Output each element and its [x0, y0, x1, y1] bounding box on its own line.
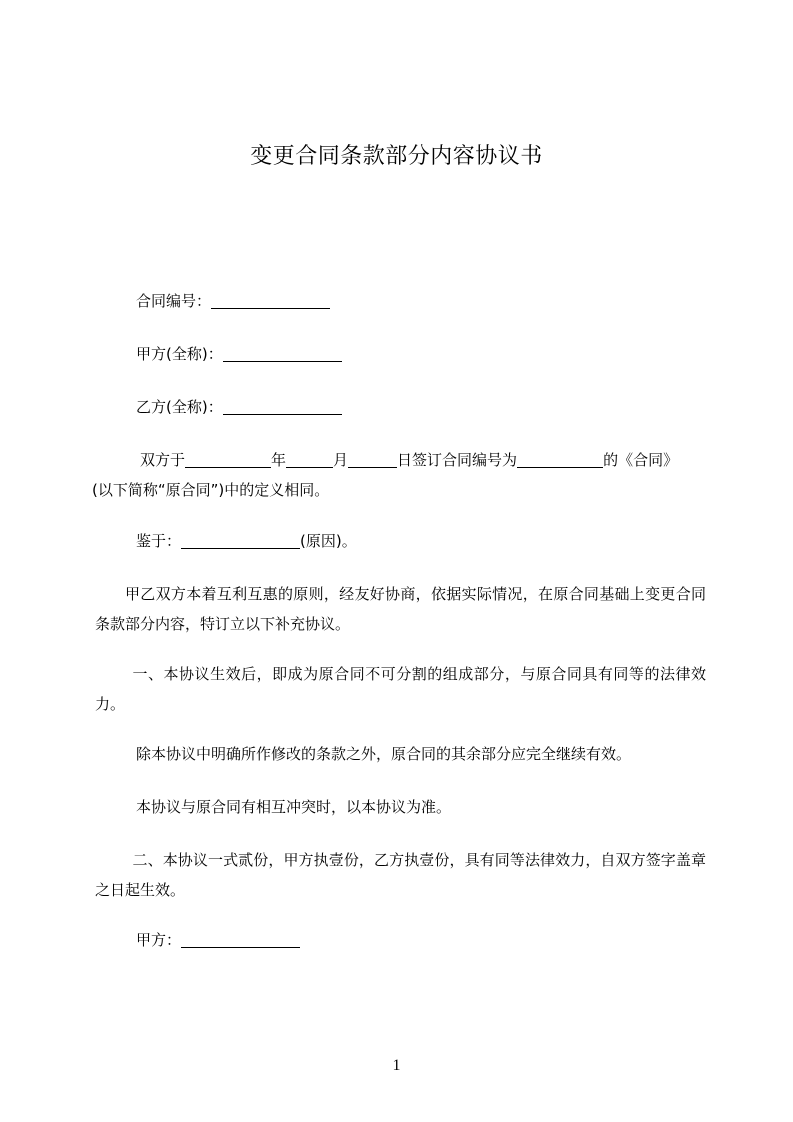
clause-one-precedence: 本协议与原合同有相互冲突时，以本协议为准。 [136, 798, 452, 816]
page-number: 1 [392, 1057, 401, 1074]
signing-year-blank[interactable] [185, 451, 271, 468]
whereas-line [136, 526, 357, 556]
party-b-fullname-blank[interactable] [223, 398, 342, 415]
party-b-fullname-line [136, 392, 342, 422]
party-a-signature-blank[interactable] [181, 931, 300, 948]
whereas-label: 鉴于： [136, 532, 182, 550]
party-a-fullname-blank[interactable] [223, 345, 342, 362]
whereas-tail-text: (原因)。 [300, 532, 357, 550]
party-a-signature-line [136, 925, 300, 955]
clause-one-remaining-validity: 除本协议中明确所作修改的条款之外，原合同的其余部分应完全继续有效。 [136, 745, 632, 763]
contract-number-line [136, 286, 330, 316]
signing-intro-text: 双方于 [140, 451, 186, 469]
signing-date-line [140, 445, 678, 475]
signing-month-blank[interactable] [286, 451, 333, 468]
signing-second-line: (以下简称“原合同”)中的定义相同。 [92, 481, 330, 499]
party-b-fullname-label: 乙方(全称)： [136, 398, 223, 416]
signing-month-text: 月 [333, 451, 349, 469]
signing-day-text: 日签订合同编号为 [397, 451, 518, 469]
signing-day-blank[interactable] [348, 451, 397, 468]
clause-one-paragraph: 一、本协议生效后，即成为原合同不可分割的组成部分，与原合同具有同等的法律效力。 [95, 665, 706, 713]
document-title: 变更合同条款部分内容协议书 [250, 144, 543, 169]
contract-number-label: 合同编号： [136, 292, 212, 310]
principle-paragraph: 甲乙双方本着互利互惠的原则，经友好协商，依据实际情况，在原合同基础上变更合同条款部分内容，特订立以下补充协议。 [95, 585, 706, 633]
signing-contract-tail-text: 的《合同》 [603, 451, 679, 469]
whereas-reason-blank[interactable] [181, 532, 300, 549]
party-a-fullname-line [136, 339, 342, 369]
contract-number-blank[interactable] [211, 292, 330, 309]
clause-two-paragraph: 二、本协议一式贰份，甲方执壹份，乙方执壹份，具有同等法律效力，自双方签字盖章之日起生效。 [95, 851, 706, 899]
signing-year-text: 年 [271, 451, 287, 469]
original-contract-number-blank[interactable] [517, 451, 603, 468]
party-a-fullname-label: 甲方(全称)： [136, 345, 223, 363]
party-a-signature-label: 甲方： [136, 931, 182, 949]
